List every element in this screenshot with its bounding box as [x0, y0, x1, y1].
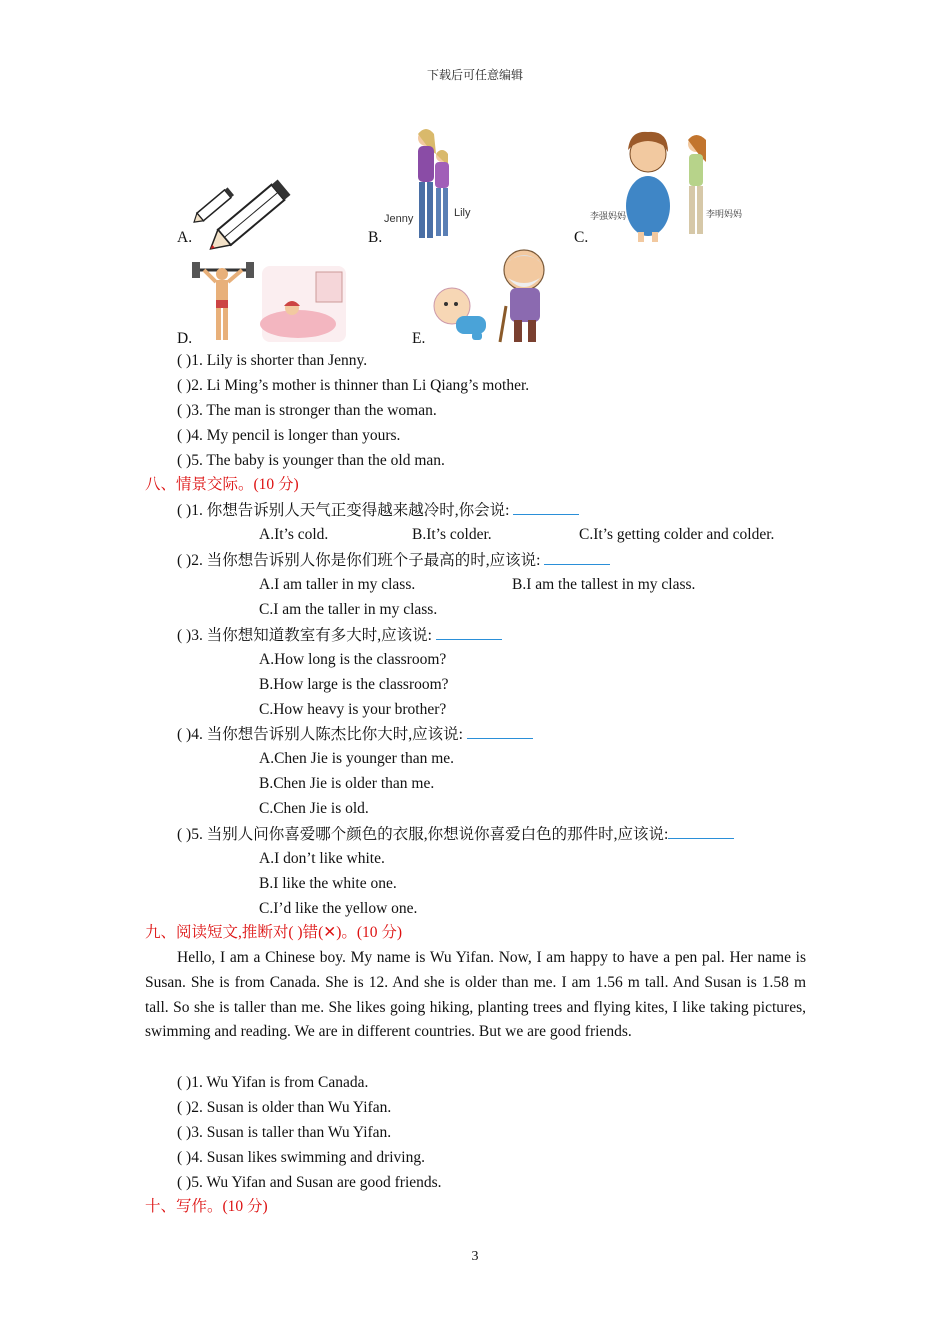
picture-label-a: A. — [177, 229, 193, 246]
picture-label-e: E. — [412, 330, 426, 347]
name-jenny: Jenny — [384, 213, 414, 225]
page-header: 下载后可任意编辑 — [426, 68, 523, 82]
pencils-illustration — [190, 170, 290, 248]
part8-q4 — [177, 724, 533, 745]
baby-old-man-illustration — [426, 248, 566, 346]
answer-blank[interactable] — [436, 625, 502, 640]
answer-blank[interactable] — [544, 550, 610, 565]
reading-passage: Hello, I am a Chinese boy. My name is Wu Yifan. Now, I am happy to have a pen pal. Her name is Susan. She is from Canada. She is 12. And she is older than me. I am 1.56 m tall. And Susan is 1.58 m tall. So she is taller than me. She likes going hiking, planting trees and flying kites, I like taking pictures, swimming and reading. We are in different countries. But we are good friends. — [145, 949, 806, 1041]
part8-q5-option-b: B.I like the white one. — [259, 875, 397, 892]
picture-label-b: B. — [368, 229, 383, 246]
part9-item-2: ( )2. Susan is older than Wu Yifan. — [177, 1099, 392, 1116]
part8-q3-option-b: B.How large is the classroom? — [259, 676, 449, 693]
part7-item-5: ( )5. The baby is younger than the old man. — [177, 452, 445, 469]
part8-q3-option-c: C.How heavy is your brother? — [259, 701, 447, 718]
part8-q4-stem: ( )4. 当你想告诉别人陈杰比你大时,应该说: — [177, 726, 467, 743]
part9-item-3: ( )3. Susan is taller than Wu Yifan. — [177, 1124, 392, 1141]
page-number: 3 — [471, 1249, 479, 1264]
part8-q2-option-b: B.I am the tallest in my class. — [512, 576, 696, 593]
name-li-ming-mother: 李明妈妈 — [706, 210, 743, 220]
part8-q2 — [177, 550, 610, 571]
part8-q1-option-c: C.It’s getting colder and colder. — [579, 526, 775, 543]
part8-title: 八、情景交际。(10 分) — [145, 476, 299, 493]
part8-q1-option-a: A.It’s cold. — [259, 526, 329, 543]
part8-q5 — [177, 824, 734, 845]
part7-item-2: ( )2. Li Ming’s mother is thinner than Li Qiang’s mother. — [177, 377, 530, 394]
answer-blank[interactable] — [668, 824, 734, 839]
part10-title: 十、写作。(10 分) — [145, 1198, 268, 1215]
part7-item-1: ( )1. Lily is shorter than Jenny. — [177, 352, 368, 369]
jenny-lily-illustration — [380, 124, 480, 248]
part8-q3 — [177, 625, 502, 646]
part7-item-4: ( )4. My pencil is longer than yours. — [177, 427, 401, 444]
name-lily: Lily — [454, 207, 471, 219]
part8-q5-option-a: A.I don’t like white. — [259, 850, 385, 867]
part8-q2-stem: ( )2. 当你想告诉别人你是你们班个子最高的时,应该说: — [177, 552, 545, 569]
part8-q2-option-c: C.I am the taller in my class. — [259, 601, 438, 618]
part8-q1-stem: ( )1. 你想告诉别人天气正变得越来越冷时,你会说: — [177, 502, 514, 519]
name-li-qiang-mother: 李强妈妈 — [590, 212, 627, 222]
answer-blank[interactable] — [513, 500, 579, 515]
part9-item-1: ( )1. Wu Yifan is from Canada. — [177, 1074, 369, 1091]
part9-item-4: ( )4. Susan likes swimming and driving. — [177, 1149, 425, 1166]
part8-q1 — [177, 500, 579, 521]
part8-q5-stem: ( )5. 当别人问你喜爱哪个颜色的衣服,你想说你喜爱白色的那件时,应该说: — [177, 826, 669, 843]
part9-title: 九、阅读短文,推断对( )错(✕)。(10 分) — [145, 924, 403, 941]
strong-man-woman-illustration — [192, 252, 352, 344]
part8-q3-option-a: A.How long is the classroom? — [259, 651, 447, 668]
picture-label-d: D. — [177, 330, 193, 347]
part9-item-5: ( )5. Wu Yifan and Susan are good friends. — [177, 1174, 442, 1191]
picture-label-c: C. — [574, 229, 589, 246]
mothers-illustration — [588, 128, 758, 246]
part8-q4-option-c: C.Chen Jie is old. — [259, 800, 369, 817]
part8-q3-stem: ( )3. 当你想知道教室有多大时,应该说: — [177, 627, 436, 644]
part7-item-3: ( )3. The man is stronger than the woman. — [177, 402, 437, 419]
part8-q2-option-a: A.I am taller in my class. — [259, 576, 416, 593]
part8-q4-option-a: A.Chen Jie is younger than me. — [259, 750, 455, 767]
part8-q1-option-b: B.It’s colder. — [412, 526, 492, 543]
part8-q4-option-b: B.Chen Jie is older than me. — [259, 775, 435, 792]
part8-q5-option-c: C.I’d like the yellow one. — [259, 900, 418, 917]
answer-blank[interactable] — [467, 724, 533, 739]
